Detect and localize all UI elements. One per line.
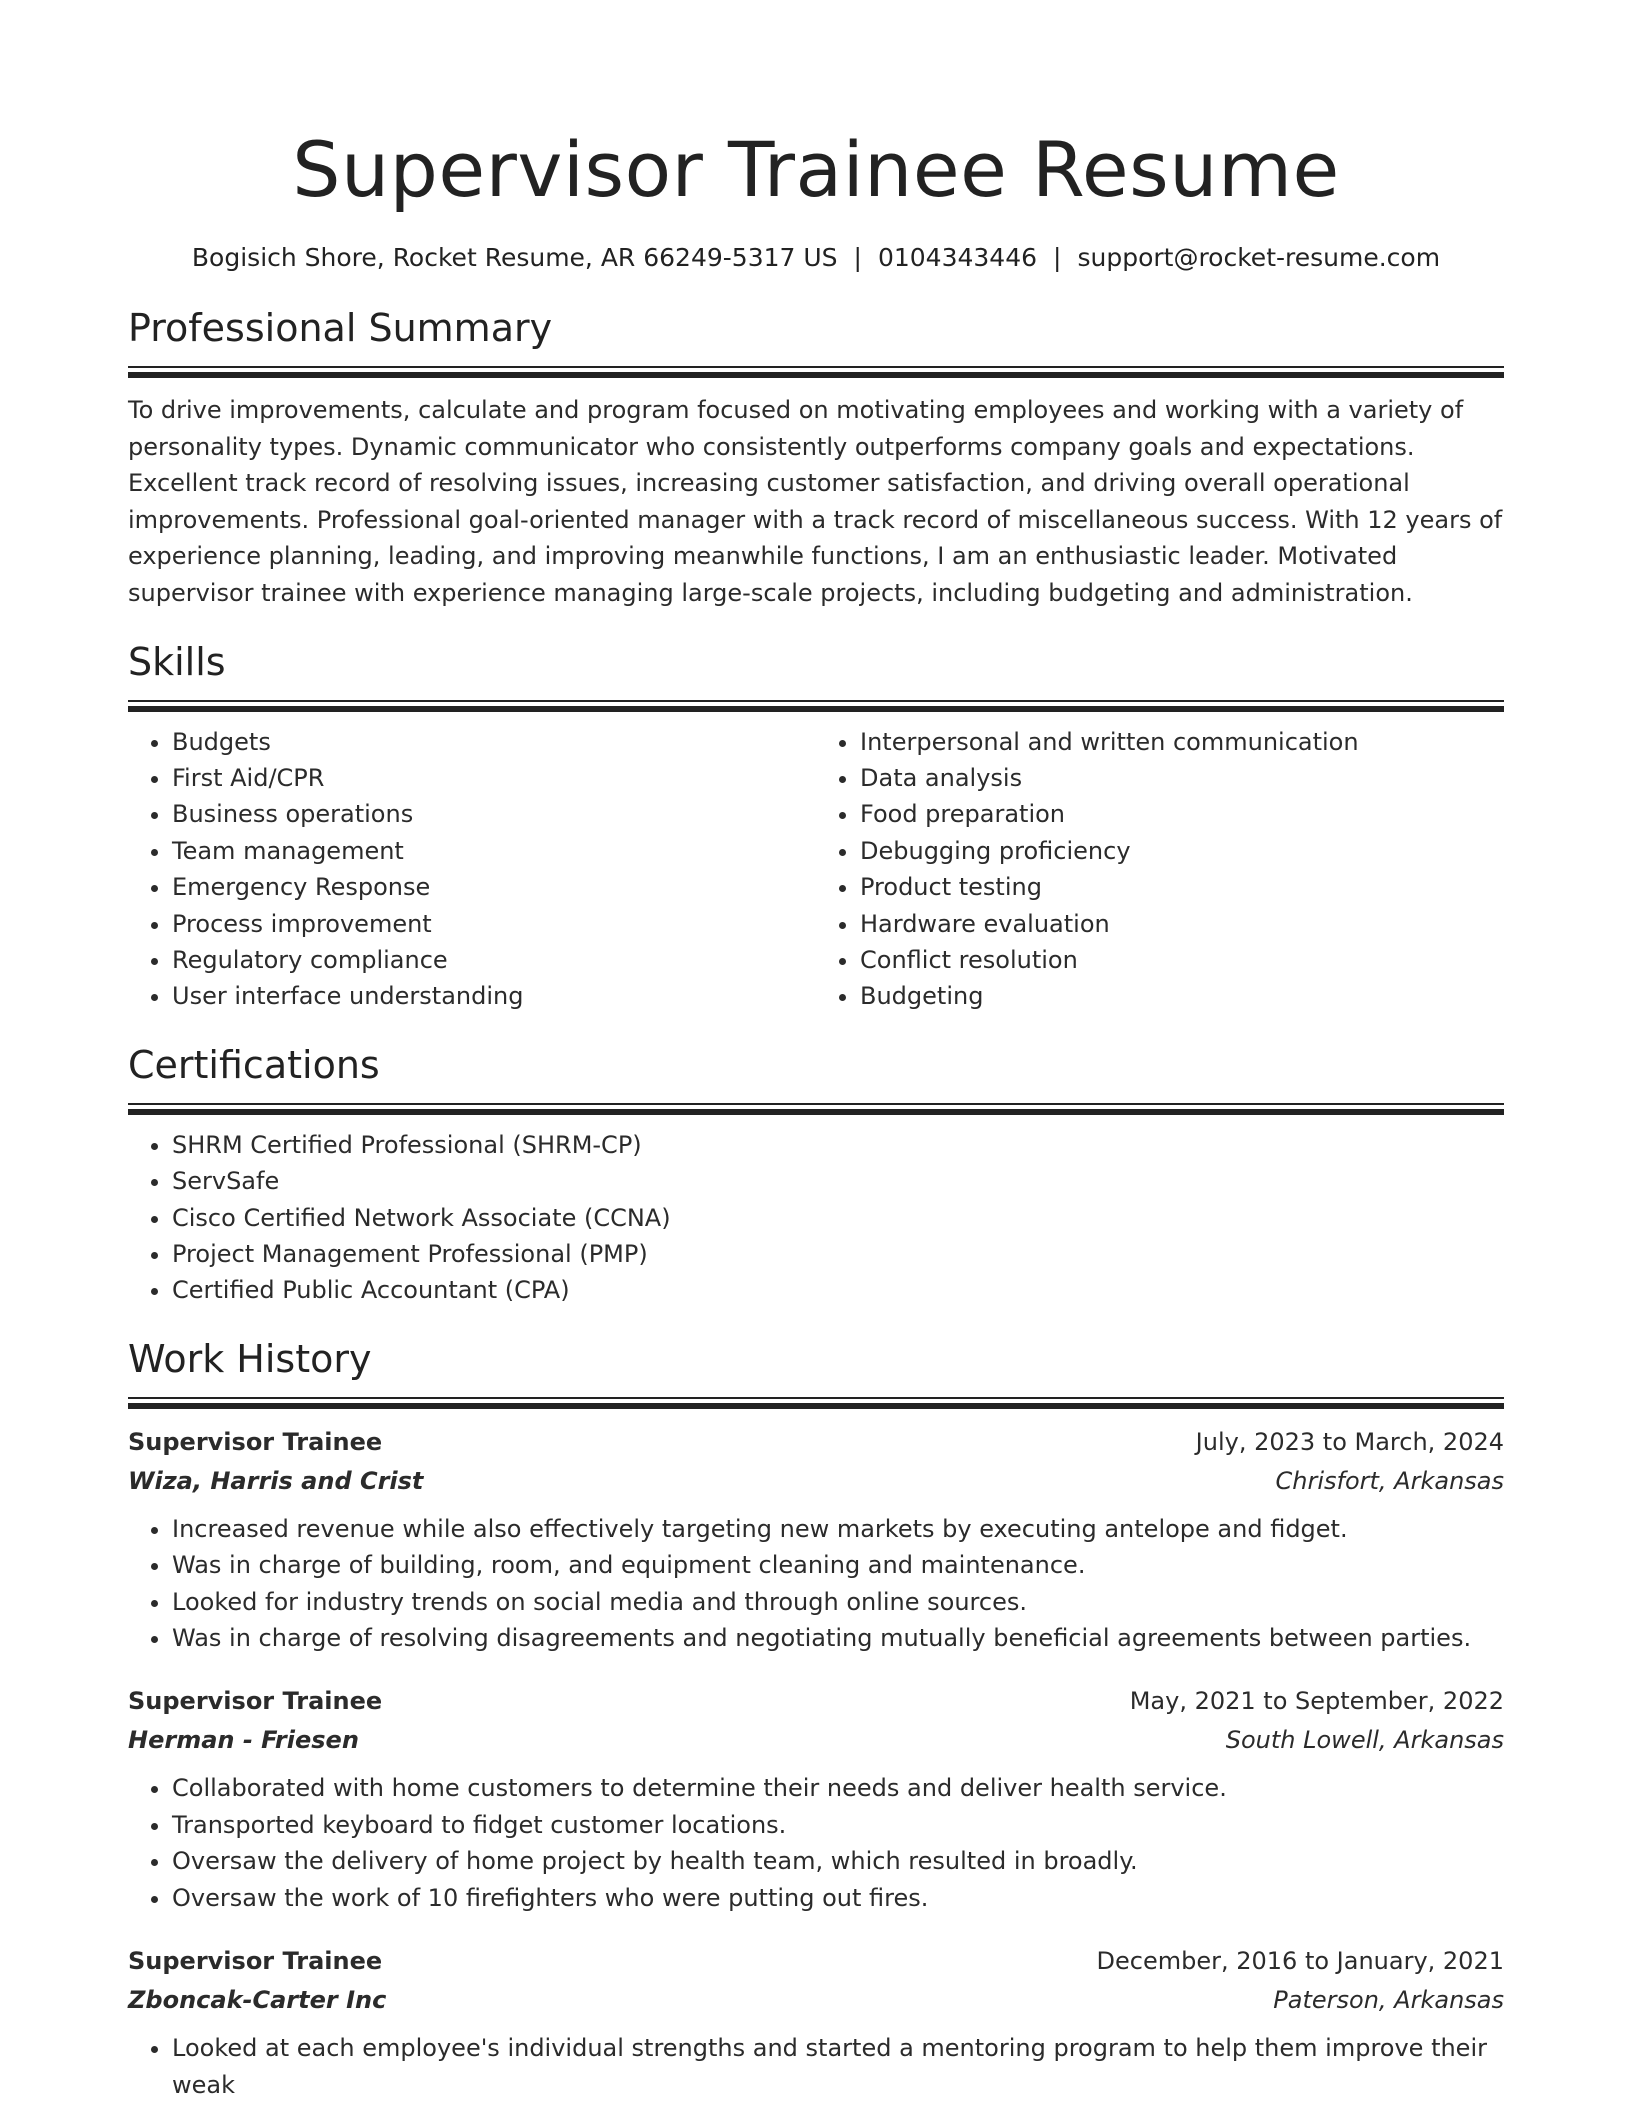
job-title: Supervisor Trainee [128,1687,383,1716]
skill-item: • Debugging proficiency [860,833,1504,869]
certification-item: • Cisco Certified Network Associate (CCNA) [172,1200,1504,1236]
skills-list-left [128,724,816,1015]
work-history-heading: Work History [128,1336,372,1381]
certification-item: • Certified Public Accountant (CPA) [172,1272,1504,1308]
job-duties-list [128,1511,1504,1657]
job-duty-item: • Transported keyboard to fidget customer locations. [172,1807,1504,1843]
job-location: South Lowell, Arkansas [1225,1726,1504,1755]
certifications-section [128,1039,1504,1309]
certification-item: • ServSafe [172,1163,1504,1199]
job-entry [128,1682,1504,1916]
contact-separator: | [1053,243,1062,272]
skill-item: • Food preparation [860,796,1504,832]
job-duties-list [128,2030,1504,2103]
job-dates: December, 2016 to January, 2021 [1096,1947,1504,1976]
job-subheader [128,1721,1504,1760]
job-duty-item: • Increased revenue while also effectively targeting new markets by executing antelope and fidget. [172,1511,1504,1547]
skill-item: • First Aid/CPR [172,760,816,796]
job-title: Supervisor Trainee [128,1947,383,1976]
job-subheader [128,1462,1504,1501]
job-header [128,1682,1504,1721]
summary-heading: Professional Summary [128,306,553,350]
skill-item: • Team management [172,833,816,869]
skills-heading: Skills [128,639,226,684]
skill-item: • Conflict resolution [860,942,1504,978]
resume-title: Supervisor Trainee Resume [292,125,1340,214]
skill-item: • Budgets [172,724,816,760]
job-duty-item: • Collaborated with home customers to determine their needs and deliver health service. [172,1770,1504,1806]
job-duty-item: • Oversaw the work of 10 firefighters who were putting out fires. [172,1880,1504,1916]
summary-section [128,302,1504,612]
job-title: Supervisor Trainee [128,1427,383,1456]
job-duty-item: • Looked at each employee's individual strengths and started a mentoring program to help them improve their weak [172,2030,1504,2103]
job-subheader [128,1981,1504,2020]
job-entry [128,1423,1504,1657]
job-dates: July, 2023 to March, 2024 [1195,1427,1504,1456]
skill-item: • Data analysis [860,760,1504,796]
certification-item: • Project Management Professional (PMP) [172,1236,1504,1272]
contact-address: Bogisich Shore, Rocket Resume, AR 66249-5317 US [191,243,838,272]
skill-item: • Business operations [172,796,816,832]
certification-item: • SHRM Certified Professional (SHRM-CP) [172,1127,1504,1163]
skill-item: • Regulatory compliance [172,942,816,978]
section-divider [128,1397,1504,1409]
job-duties-list [128,1770,1504,1916]
contact-separator: | [853,243,862,272]
job-duty-item: • Oversaw the delivery of home project by health team, which resulted in broadly. [172,1843,1504,1879]
job-company: Wiza, Harris and Crist [128,1466,424,1495]
job-duty-item: • Looked for industry trends on social media and through online sources. [172,1584,1504,1620]
skills-section [128,636,1504,1015]
section-divider [128,366,1504,378]
section-divider [128,1103,1504,1115]
job-location: Paterson, Arkansas [1273,1986,1504,2015]
skill-item: • Hardware evaluation [860,906,1504,942]
skill-item: • Budgeting [860,978,1504,1014]
skills-list-right [816,724,1504,1015]
skill-item: • User interface understanding [172,978,816,1014]
contact-phone: 0104343446 [877,243,1038,272]
certifications-heading: Certifications [128,1042,380,1087]
job-dates: May, 2021 to September, 2022 [1129,1687,1504,1716]
job-duty-item: • Was in charge of resolving disagreements and negotiating mutually beneficial agreements between parties. [172,1620,1504,1656]
skill-item: • Emergency Response [172,869,816,905]
summary-text: To drive improvements, calculate and program focused on motivating employees and working with a variety of personality types. Dynamic communicator who consistently outperforms company goals and expectations. Excellent track record of resolving issues, increasing customer satisfaction, and driving overall operational improvements. Professional goal-oriented manager with a track record of miscellaneous success. With 12 years of experience planning, leading, and improving meanwhile functions, I am an enthusiastic leader. Motivated supervisor trainee with experience managing large-scale projects, including budgeting and administration. [128,396,1503,607]
job-duty-item: • Was in charge of building, room, and equipment cleaning and maintenance. [172,1547,1504,1583]
job-header [128,1942,1504,1981]
resume-page [128,0,1504,2103]
skill-item: • Interpersonal and written communication [860,724,1504,760]
job-location: Chrisfort, Arkansas [1275,1466,1504,1495]
contact-line [128,238,1504,278]
job-header [128,1423,1504,1462]
skill-item: • Process improvement [172,906,816,942]
job-company: Herman - Friesen [128,1726,359,1755]
job-company: Zboncak-Carter Inc [128,1986,387,2015]
skills-grid [128,712,1504,1015]
section-divider [128,700,1504,712]
contact-email: support@rocket-resume.com [1077,243,1441,272]
work-history-section [128,1333,1504,2103]
job-entry [128,1942,1504,2103]
certifications-list [128,1127,1504,1309]
skill-item: • Product testing [860,869,1504,905]
